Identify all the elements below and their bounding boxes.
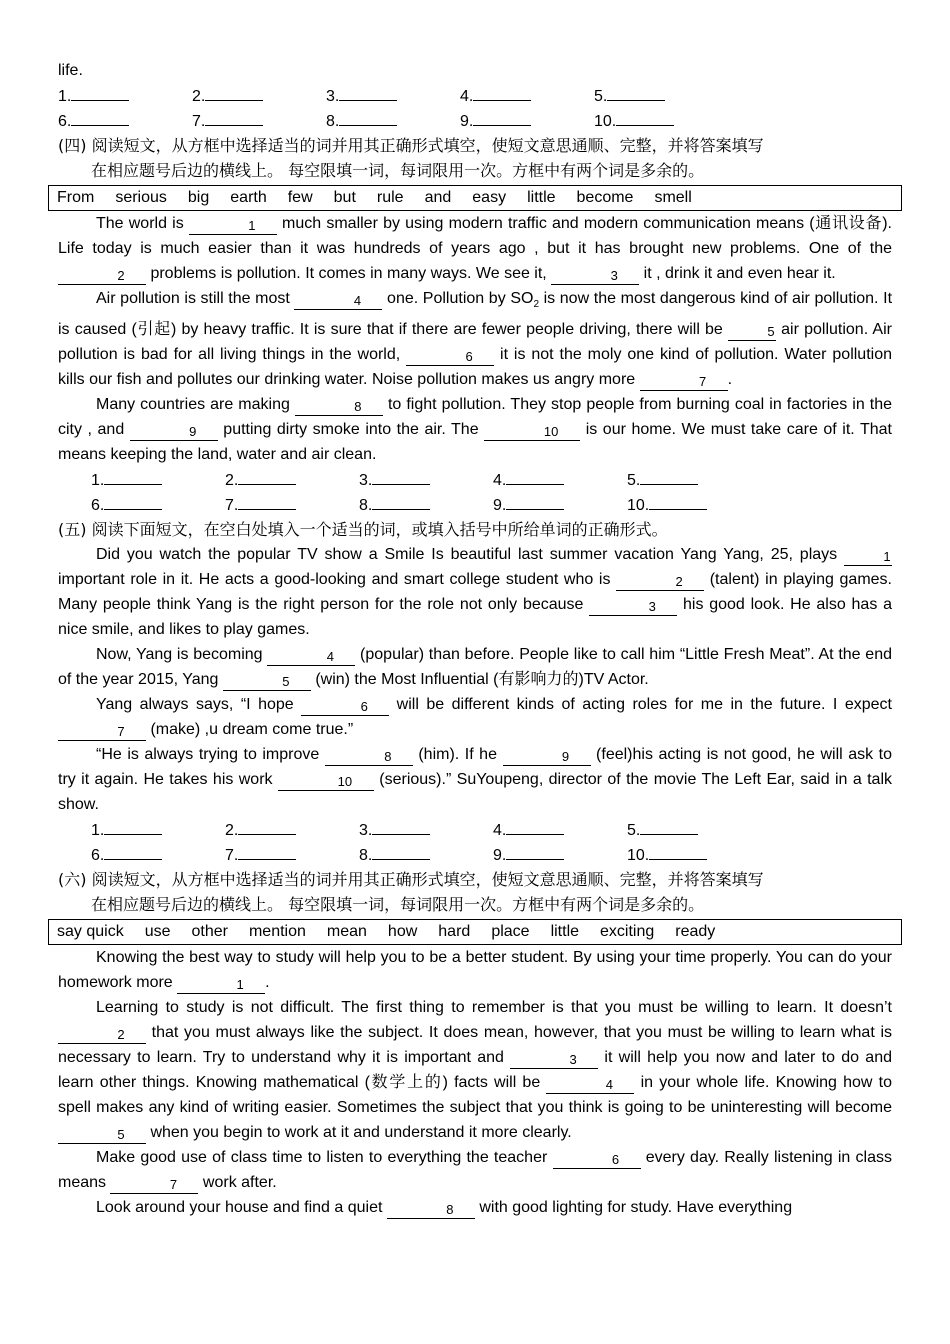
- word-bank-item: hard: [438, 923, 471, 941]
- word-bank-item: and: [424, 189, 452, 206]
- word-bank-item: other: [191, 923, 228, 941]
- word-bank-box: [48, 185, 902, 211]
- word-bank-item: easy: [472, 189, 507, 206]
- blank-10[interactable]: 10: [484, 423, 580, 441]
- blank-4[interactable]: 4: [267, 648, 355, 666]
- word-bank-item: how: [387, 923, 418, 941]
- section-4-heading: (四) 阅读短文，从方框中选择适当的词并用其正确形式填空，使短文意思通顺、完整，并将答案填写: [58, 136, 764, 155]
- section-6-heading-cont: 在相应题号后边的横线上。 每空限填一词，每词限用一次。方框中有两个词是多余的。: [91, 895, 705, 915]
- word-bank-item: become: [576, 189, 634, 206]
- answer-blank[interactable]: [71, 83, 129, 101]
- answer-blank[interactable]: [649, 492, 707, 510]
- answer-blank[interactable]: [104, 492, 162, 510]
- passage-paragraph: Learning to study is not difficult. The first thing to remember is that you must be willing to learn. It doesn’t 2 that you must always like the subject. It does mean, however, that you must be willing to learn what is necessary to learn. Try to understand why it is important and 3 it will help you now and later to do and learn other things. Knowing mathematical (数学上的) facts will be 4 in your whole life. Knowing how to spell makes any kind of writing easier. Sometimes the subject that you think is going to be uninteresting will become 5 when you begin to work at it and understand it more clearly.: [58, 999, 893, 1143]
- blank-6[interactable]: 6: [406, 348, 494, 366]
- word-bank-item: little: [550, 923, 580, 941]
- blank-8[interactable]: 8: [295, 398, 383, 416]
- answer-row: 6. 7. 8. 9. 10.: [58, 492, 892, 517]
- passage-paragraph: Look around your house and find a quiet 8 with good lighting for study. Have everything: [96, 1199, 793, 1218]
- blank-1[interactable]: 1: [189, 217, 277, 235]
- blank-5[interactable]: 5: [728, 323, 776, 341]
- answer-blank[interactable]: [372, 842, 430, 860]
- answer-row: 6. 7. 8. 9. 10.: [58, 108, 892, 133]
- word-bank-item: From: [57, 189, 95, 206]
- answer-blank[interactable]: [506, 842, 564, 860]
- word-bank-item: little: [527, 189, 556, 206]
- blank-5[interactable]: 5: [58, 1126, 146, 1144]
- word-bank-item: smell: [654, 189, 692, 206]
- blank-1[interactable]: 1: [844, 548, 892, 566]
- blank-3[interactable]: 3: [589, 598, 677, 616]
- passage-paragraph: Many countries are making 8 to fight pollution. They stop people from burning coal in factories in the city , and 9 putting dirty smoke into the air. The 10 is our home. We must take care of it. That means keeping the land, water and air clean.: [58, 396, 893, 464]
- answer-blank[interactable]: [104, 842, 162, 860]
- answer-blank[interactable]: [238, 842, 296, 860]
- answer-blank[interactable]: [640, 467, 698, 485]
- blank-2[interactable]: 2: [58, 267, 146, 285]
- answer-blank[interactable]: [372, 492, 430, 510]
- answer-row: 6. 7. 8. 9. 10.: [58, 842, 892, 867]
- blank-3[interactable]: 3: [551, 267, 639, 285]
- word-bank-item: mention: [248, 923, 306, 941]
- answer-blank[interactable]: [640, 817, 698, 835]
- answer-blank[interactable]: [372, 467, 430, 485]
- blank-10[interactable]: 10: [278, 773, 374, 791]
- word-bank-item: use: [144, 923, 171, 941]
- answer-blank[interactable]: [71, 108, 129, 126]
- answer-blank[interactable]: [238, 467, 296, 485]
- answer-blank[interactable]: [506, 467, 564, 485]
- answer-blank[interactable]: [205, 83, 263, 101]
- answer-blank[interactable]: [104, 817, 162, 835]
- answer-blank[interactable]: [205, 108, 263, 126]
- blank-2[interactable]: 2: [58, 1026, 146, 1044]
- answer-blank[interactable]: [238, 817, 296, 835]
- carry-over-text: life.: [58, 62, 83, 79]
- answer-blank[interactable]: [339, 83, 397, 101]
- answer-row: 1. 2. 3. 4. 5.: [58, 817, 892, 842]
- blank-6[interactable]: 6: [553, 1151, 641, 1169]
- answer-blank[interactable]: [616, 108, 674, 126]
- answer-blank[interactable]: [372, 817, 430, 835]
- passage-paragraph: Yang always says, “I hope 6 will be different kinds of acting roles for me in the future. I expect 7 (make) ,u dream come true.”: [58, 692, 892, 742]
- blank-7[interactable]: 7: [58, 723, 146, 741]
- blank-4[interactable]: 4: [546, 1076, 634, 1094]
- blank-7[interactable]: 7: [110, 1176, 198, 1194]
- passage-paragraph: Now, Yang is becoming 4 (popular) than before. People like to call him “Little Fresh Meat”. At the end of the year 2015, Yang 5 (win) the Most Influential (有影响力的)TV Actor.: [58, 646, 893, 690]
- word-bank-item: rule: [376, 189, 404, 206]
- blank-5[interactable]: 5: [223, 673, 311, 691]
- word-bank-item: place: [491, 923, 530, 941]
- blank-8[interactable]: 8: [325, 748, 413, 766]
- section-4-heading-cont: 在相应题号后边的横线上。 每空限填一词，每词限用一次。方框中有两个词是多余的。: [91, 161, 705, 180]
- blank-7[interactable]: 7: [640, 373, 728, 391]
- answer-blank[interactable]: [339, 108, 397, 126]
- answer-blank[interactable]: [506, 817, 564, 835]
- blank-3[interactable]: 3: [510, 1051, 598, 1069]
- blank-8[interactable]: 8: [387, 1201, 475, 1219]
- word-bank-item: but: [333, 189, 356, 206]
- blank-4[interactable]: 4: [294, 292, 382, 310]
- section-6-heading: (六) 阅读短文，从方框中选择适当的词并用其正确形式填空，使短文意思通顺、完整，并将答案填写: [58, 870, 764, 890]
- blank-9[interactable]: 9: [130, 423, 218, 441]
- blank-1[interactable]: 1: [177, 976, 265, 994]
- word-bank-item: ready: [675, 923, 716, 941]
- passage-paragraph: “He is always trying to improve 8 (him). If he 9 (feel)his acting is not good, he will ask to try it again. He takes his work 10 (serious).” SuYoupeng, director of the movie The Left Ear, said in a talk show.: [58, 746, 892, 814]
- answer-blank[interactable]: [238, 492, 296, 510]
- word-bank-item: exciting: [600, 923, 655, 941]
- passage-paragraph: Knowing the best way to study will help you to be a better student. By using your time properly. You can do your homework more 1 .: [58, 949, 892, 993]
- answer-blank[interactable]: [473, 83, 531, 101]
- word-bank-box: [48, 919, 902, 945]
- answer-row: 1. 2. 3. 4. 5.: [58, 83, 892, 108]
- answer-blank[interactable]: [649, 842, 707, 860]
- word-bank-item: serious: [115, 189, 167, 206]
- blank-2[interactable]: 2: [616, 573, 704, 591]
- answer-blank[interactable]: [104, 467, 162, 485]
- passage-paragraph: Make good use of class time to listen to everything the teacher 6 every day. Really listening in class means 7 work after.: [58, 1149, 892, 1193]
- word-bank-item: earth: [230, 189, 267, 206]
- answer-blank[interactable]: [473, 108, 531, 126]
- blank-6[interactable]: 6: [301, 698, 389, 716]
- passage-paragraph: The world is 1 much smaller by using modern traffic and modern communication means (通讯设备). Life today is much easier than it was hundreds of years ago , but it has brought new problems. One of the 2 problems is pollution. It comes in many ways. We see it, 3 it , drink it and even hear it.: [58, 215, 892, 283]
- section-5-heading: (五) 阅读下面短文，在空白处填入一个适当的词，或填入括号中所给单词的正确形式。: [58, 520, 668, 540]
- passage-paragraph: Did you watch the popular TV show a Smile Is beautiful last summer vacation Yang Yang, 25, plays 1 important role in it. He acts a good-looking and smart college student who is 2 (talent) in playing games. Many people think Yang is the right person for the role not only because 3 his good look. He also has a nice smile, and likes to play games.: [58, 546, 893, 639]
- blank-9[interactable]: 9: [503, 748, 591, 766]
- word-bank-item: mean: [326, 923, 367, 941]
- word-bank-item: few: [287, 189, 313, 206]
- answer-blank[interactable]: [607, 83, 665, 101]
- passage-paragraph: Air pollution is still the most 4 one. Pollution by $SO_2$ is now the most dangerous kind of air pollution. It is caused (引起) by heavy traffic. It is sure that if there are fewer people driving, there will be 5 air pollution. Air pollution is bad for all living things in the world, 6 it is not the moly one kind of pollution. Water pollution kills our fish and pollutes our drinking water. Noise pollution makes us angry more 7 .: [58, 290, 893, 390]
- word-bank-item: big: [187, 189, 210, 206]
- answer-row: 1. 2. 3. 4. 5.: [58, 467, 892, 492]
- word-bank-item: say quick: [57, 923, 124, 941]
- answer-blank[interactable]: [506, 492, 564, 510]
